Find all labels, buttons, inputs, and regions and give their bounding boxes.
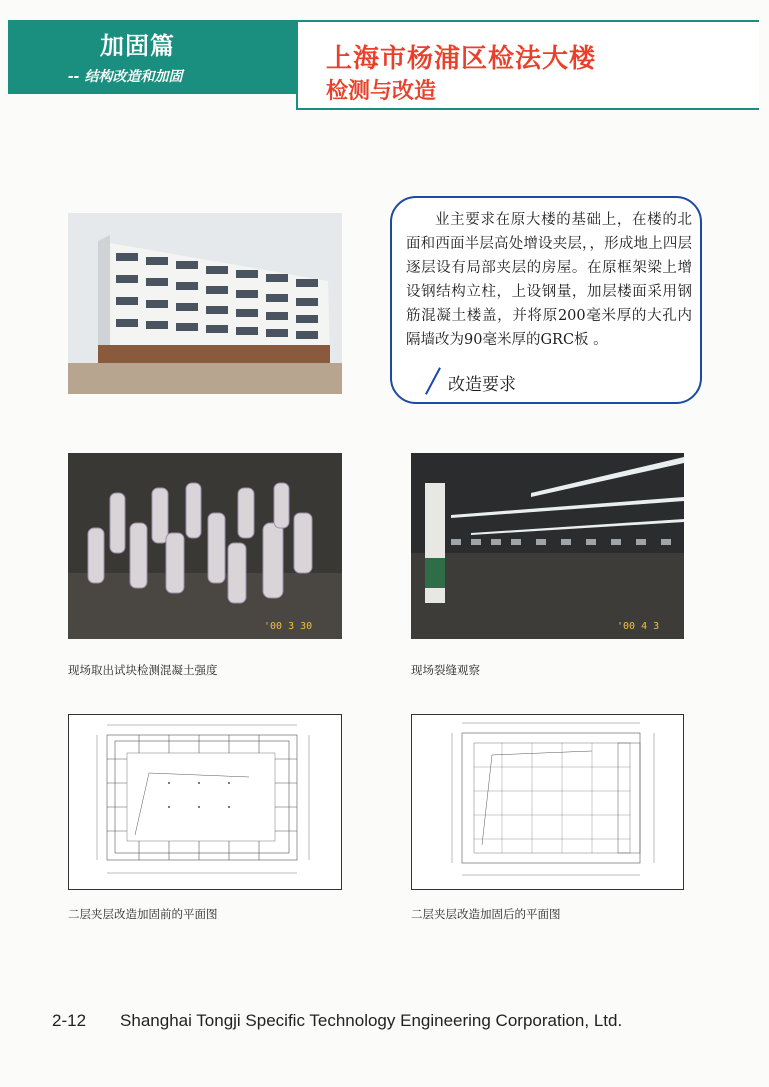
caption-interior: 现场裂缝观察: [411, 663, 480, 677]
callout-slash-mark: [425, 367, 441, 394]
banner-divider: [296, 22, 298, 108]
requirements-callout: [390, 196, 702, 404]
project-title: 上海市杨浦区检法大楼: [326, 44, 597, 74]
company-name: Shanghai Tongji Specific Technology Engineering Corporation, Ltd.: [120, 1011, 623, 1030]
caption-concrete-cores: 现场取出试块检测混凝土强度: [68, 663, 218, 677]
caption-plan-after: 二层夹层改造加固后的平面图: [411, 907, 561, 921]
caption-plan-before: 二层夹层改造加固前的平面图: [68, 907, 218, 921]
photo-date-stamp: '00 4 3: [617, 621, 660, 632]
project-subtitle: 检测与改造: [326, 79, 437, 104]
section-subtitle: -- 结构改造和加固: [68, 69, 183, 85]
interior-photo: [411, 453, 684, 639]
floor-plan-before: [68, 714, 342, 890]
requirements-text: 业主要求在原大楼的基础上，在楼的北面和西面半层高处增设夹层，，形成地上四层逐层设有局部夹层的房屋。在原框架梁上增设钢结构立柱，上设钢量，加层楼面采用钢筋混凝土楼盖，并将原200毫米厚的大孔内隔墙改为90毫米厚的GRC板 。: [406, 212, 692, 348]
floor-plan-after: [411, 714, 684, 890]
section-title: 加固篇: [100, 31, 175, 60]
concrete-cores-photo: [68, 453, 342, 639]
section-banner: [8, 20, 296, 94]
project-banner: [296, 20, 759, 110]
requirements-label: 改造要求: [448, 375, 516, 395]
building-photo: [68, 213, 342, 394]
page-footer: [52, 1011, 622, 1031]
photo-date-stamp: '00 3 30: [264, 621, 313, 632]
page-number: 2-12: [52, 1011, 87, 1030]
